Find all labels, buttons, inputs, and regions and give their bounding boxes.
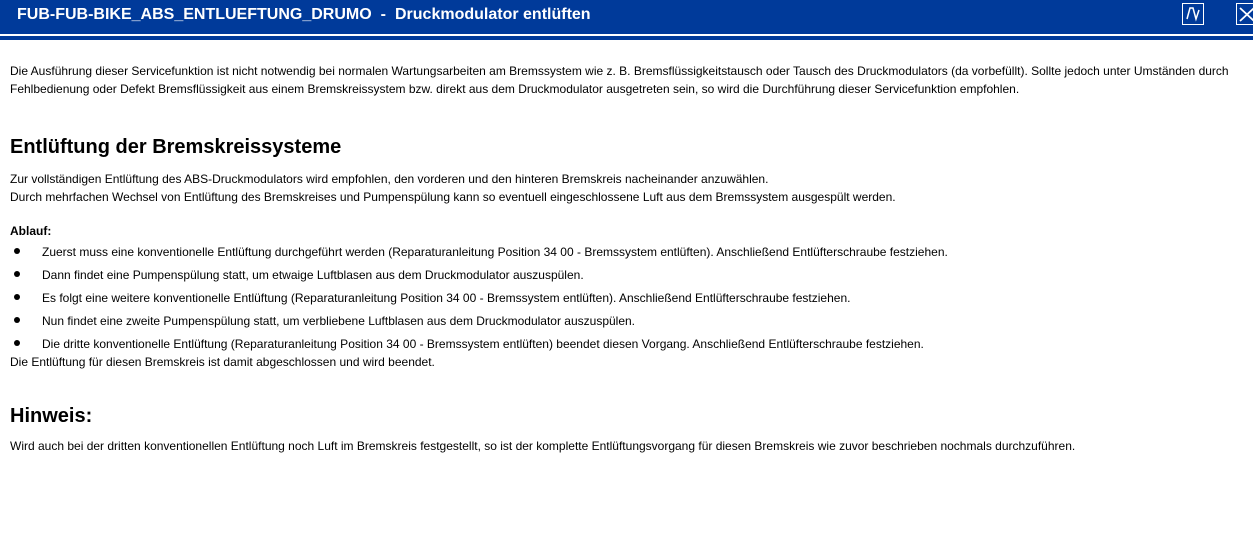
hinweis-text: Wird auch bei der dritten konventionellen Entlüftung noch Luft im Bremskreis festgestellt, so ist der komplette Entlüftungsvorgang für diesen Bremskreis wie zuvor beschrieben nochmals durchzuführen. bbox=[10, 439, 1076, 453]
content-area bbox=[10, 62, 1242, 455]
window-title bbox=[17, 6, 591, 24]
close-icon bbox=[1237, 4, 1253, 24]
step-text: Zuerst muss eine konventionelle Entlüftung durchgeführt werden (Reparaturanleitung Position 34 00 - Bremssystem entlüften). Anschließend Entlüfterschraube festziehen. bbox=[42, 245, 948, 259]
close-button[interactable] bbox=[1236, 3, 1253, 25]
title-divider bbox=[0, 36, 1253, 40]
bullet-icon bbox=[14, 248, 20, 254]
title-bar bbox=[0, 0, 1253, 34]
section-text-line1: Zur vollständigen Entlüftung des ABS-Druckmodulators wird empfohlen, den vorderen und den hinteren Bremskreis nacheinander anzuwählen. bbox=[10, 172, 769, 186]
list-item bbox=[10, 289, 1242, 312]
window-title-separator: - bbox=[380, 6, 386, 23]
step-text: Die dritte konventionelle Entlüftung (Reparaturanleitung Position 34 00 - Bremssystem entlüften) beendet diesen Vorgang. Anschließend Entlüfterschraube festziehen. bbox=[42, 337, 924, 351]
intro-paragraph: Die Ausführung dieser Servicefunktion ist nicht notwendig bei normalen Wartungsarbeiten am Bremssystem wie z. B. Bremsflüssigkeitstausch oder Tausch des Druckmodulators (da vorbefüllt). Sollte jedoch unter Umständen durch Fehlbedienung oder Defekt Bremsflüssigkeit aus einem Bremskreissystem bzw. direkt aus dem Druckmodulator ausgetreten sein, so wird die Durchführung dieser Servicefunktion empfohlen. bbox=[10, 64, 1229, 96]
step-text: Dann findet eine Pumpenspülung statt, um etwaige Luftblasen aus dem Druckmodulator auszuspülen. bbox=[42, 268, 584, 282]
list-item bbox=[10, 335, 1242, 353]
bullet-icon bbox=[14, 340, 20, 346]
section-heading-hinweis: Hinweis: bbox=[10, 405, 93, 427]
list-item bbox=[10, 266, 1242, 289]
step-text: Es folgt eine weitere konventionelle Entlüftung (Reparaturanleitung Position 34 00 - Bremssystem entlüften). Anschließend Entlüfterschraube festziehen. bbox=[42, 291, 851, 305]
list-item bbox=[10, 243, 1242, 266]
bullet-icon bbox=[14, 317, 20, 323]
window-title-code: FUB-FUB-BIKE_ABS_ENTLUEFTUNG_DRUMO bbox=[17, 6, 372, 23]
window-title-text: Druckmodulator entlüften bbox=[395, 6, 591, 23]
section-heading-entlueftung: Entlüftung der Bremskreissysteme bbox=[10, 136, 342, 158]
list-item bbox=[10, 312, 1242, 335]
bullet-icon bbox=[14, 294, 20, 300]
waveform-icon bbox=[1183, 4, 1203, 24]
section-text-line2: Durch mehrfachen Wechsel von Entlüftung des Bremskreises und Pumpenspülung kann so eventuell eingeschlossene Luft aus dem Bremssystem ausgespült werden. bbox=[10, 190, 896, 204]
graph-button[interactable] bbox=[1182, 3, 1204, 25]
steps-list bbox=[10, 243, 1242, 353]
closing-text: Die Entlüftung für diesen Bremskreis ist damit abgeschlossen und wird beendet. bbox=[10, 355, 435, 369]
ablauf-label: Ablauf: bbox=[10, 224, 52, 238]
bullet-icon bbox=[14, 271, 20, 277]
step-text: Nun findet eine zweite Pumpenspülung statt, um verbliebene Luftblasen aus dem Druckmodulator auszuspülen. bbox=[42, 314, 636, 328]
